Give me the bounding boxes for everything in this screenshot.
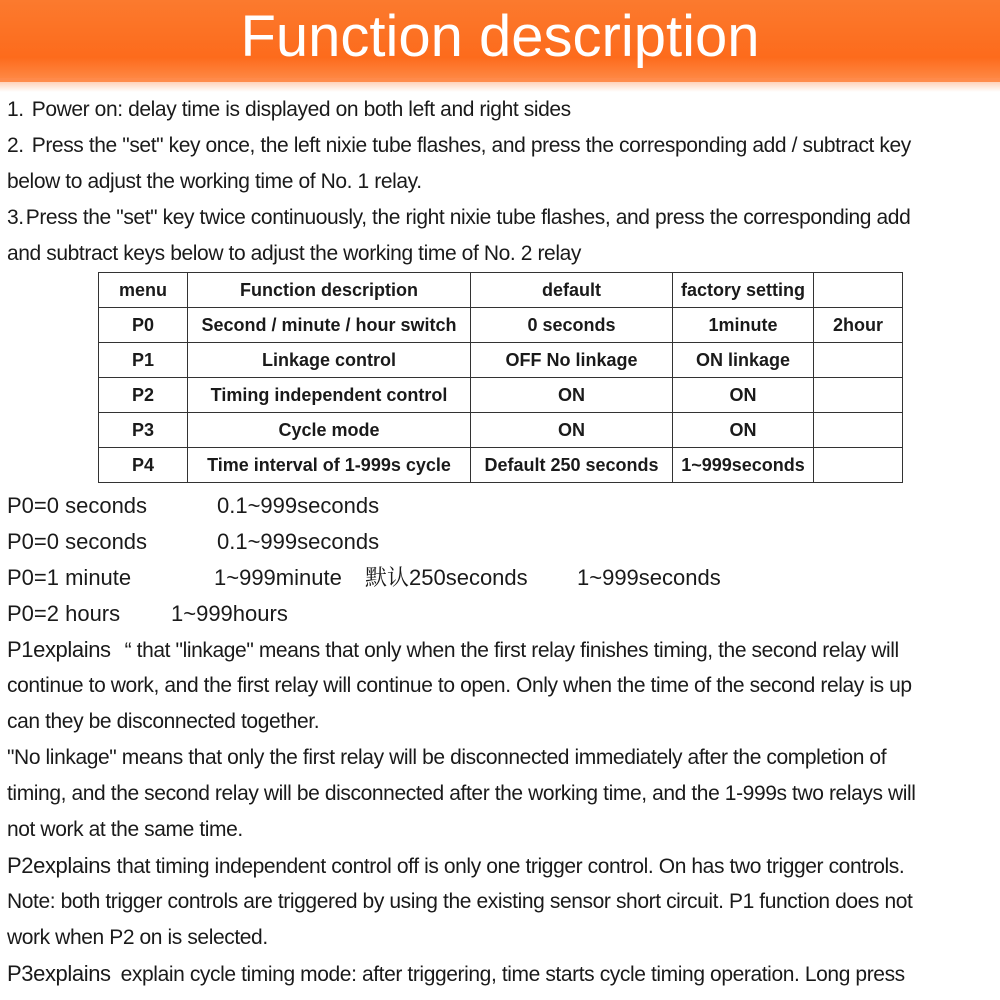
table-row — [99, 378, 903, 413]
table-cell: P2 — [99, 378, 188, 413]
step-2-continued: below to adjust the working time of No. 1 relay. — [7, 170, 422, 193]
step-text: Press the "set" key twice continuously, the right nixie tube flashes, and press the corresponding add — [25, 206, 911, 229]
table-row — [99, 413, 903, 448]
table-cell — [814, 378, 903, 413]
table-cell: P0 — [99, 308, 188, 343]
step-3-continued: and subtract keys below to adjust the working time of No. 2 relay — [7, 242, 581, 265]
p1-text: “ that "linkage" means that only when the first relay finishes timing, the second relay will — [124, 639, 899, 662]
table-cell: P3 — [99, 413, 188, 448]
p0-range: 0.1~999seconds — [217, 529, 380, 554]
p0-setting: P0=2 hours — [7, 601, 121, 626]
p2-explain-line — [7, 848, 904, 885]
p3-label: P3explains — [7, 961, 111, 986]
p3-text: explain cycle timing mode: after triggering, time starts cycle timing operation. Long press — [120, 963, 905, 986]
p0-default: 默认250seconds — [365, 565, 528, 590]
table-header-cell: Function description — [188, 273, 471, 308]
table-cell: Timing independent control — [188, 378, 471, 413]
table-cell — [814, 448, 903, 483]
page-title: Function description — [240, 4, 760, 69]
table-header-cell: menu — [99, 273, 188, 308]
table-cell: 1~999seconds — [673, 448, 814, 483]
table-cell: ON — [471, 378, 673, 413]
table-cell: OFF No linkage — [471, 343, 673, 378]
table-row — [99, 343, 903, 378]
p0-setting: P0=0 seconds — [7, 529, 148, 554]
p0-setting: P0=0 seconds — [7, 493, 148, 518]
p3-explain-line — [7, 956, 905, 993]
p2-text-line: Note: both trigger controls are triggered by using the existing sensor short circuit. P1 function does not — [7, 890, 913, 913]
title-banner — [0, 0, 1000, 82]
table-cell: 2hour — [814, 308, 903, 343]
p1-text-line: can they be disconnected together. — [7, 710, 320, 733]
table-cell: ON — [673, 413, 814, 448]
table-cell: ON — [673, 378, 814, 413]
step-number: 3. — [7, 206, 24, 229]
p1-text-line: continue to work, and the first relay will continue to open. Only when the time of the second relay is up — [7, 674, 912, 697]
step-text: Power on: delay time is displayed on both left and right sides — [31, 98, 571, 121]
step-number: 1. — [7, 98, 24, 121]
table-cell: Second / minute / hour switch — [188, 308, 471, 343]
table-cell: ON linkage — [673, 343, 814, 378]
table-row — [99, 308, 903, 343]
step-3 — [7, 200, 910, 236]
table-cell: P1 — [99, 343, 188, 378]
table-cell: ON — [471, 413, 673, 448]
table-cell — [814, 413, 903, 448]
table-header-cell — [814, 273, 903, 308]
p0-setting: P0=1 minute — [7, 565, 132, 590]
p0-range-alt: 1~999seconds — [577, 565, 721, 590]
p1-label: P1explains — [7, 637, 111, 662]
table-cell: Default 250 seconds — [471, 448, 673, 483]
p1-text-line: "No linkage" means that only the first relay will be disconnected immediately after the completion of — [7, 746, 887, 769]
table-header-cell: factory setting — [673, 273, 814, 308]
table-row — [99, 448, 903, 483]
step-1 — [7, 92, 571, 128]
table-cell: 1minute — [673, 308, 814, 343]
p0-range: 1~999hours — [171, 601, 288, 626]
table-cell: Cycle mode — [188, 413, 471, 448]
step-number: 2. — [7, 134, 24, 157]
p2-text-line: work when P2 on is selected. — [7, 926, 268, 949]
step-text: Press the "set" key once, the left nixie tube flashes, and press the corresponding add / subtract key — [31, 134, 911, 157]
p0-range: 0.1~999seconds — [217, 493, 380, 518]
table-cell: Time interval of 1-999s cycle — [188, 448, 471, 483]
p0-range: 1~999minute — [214, 565, 342, 590]
p1-explain-line — [7, 632, 899, 669]
table-cell: Linkage control — [188, 343, 471, 378]
p2-label: P2explains — [7, 853, 111, 878]
table-cell — [814, 343, 903, 378]
banner-fade — [0, 78, 1000, 92]
p1-text-line: not work at the same time. — [7, 818, 243, 841]
table-header-row — [99, 273, 903, 308]
table-cell: 0 seconds — [471, 308, 673, 343]
table-header-cell: default — [471, 273, 673, 308]
table-cell: P4 — [99, 448, 188, 483]
p2-text: that timing independent control off is only one trigger control. On has two trigger controls. — [116, 855, 905, 878]
p1-text-line: timing, and the second relay will be disconnected after the working time, and the 1-999s two relays will — [7, 782, 916, 805]
step-2 — [7, 128, 911, 164]
menu-table — [98, 272, 903, 483]
